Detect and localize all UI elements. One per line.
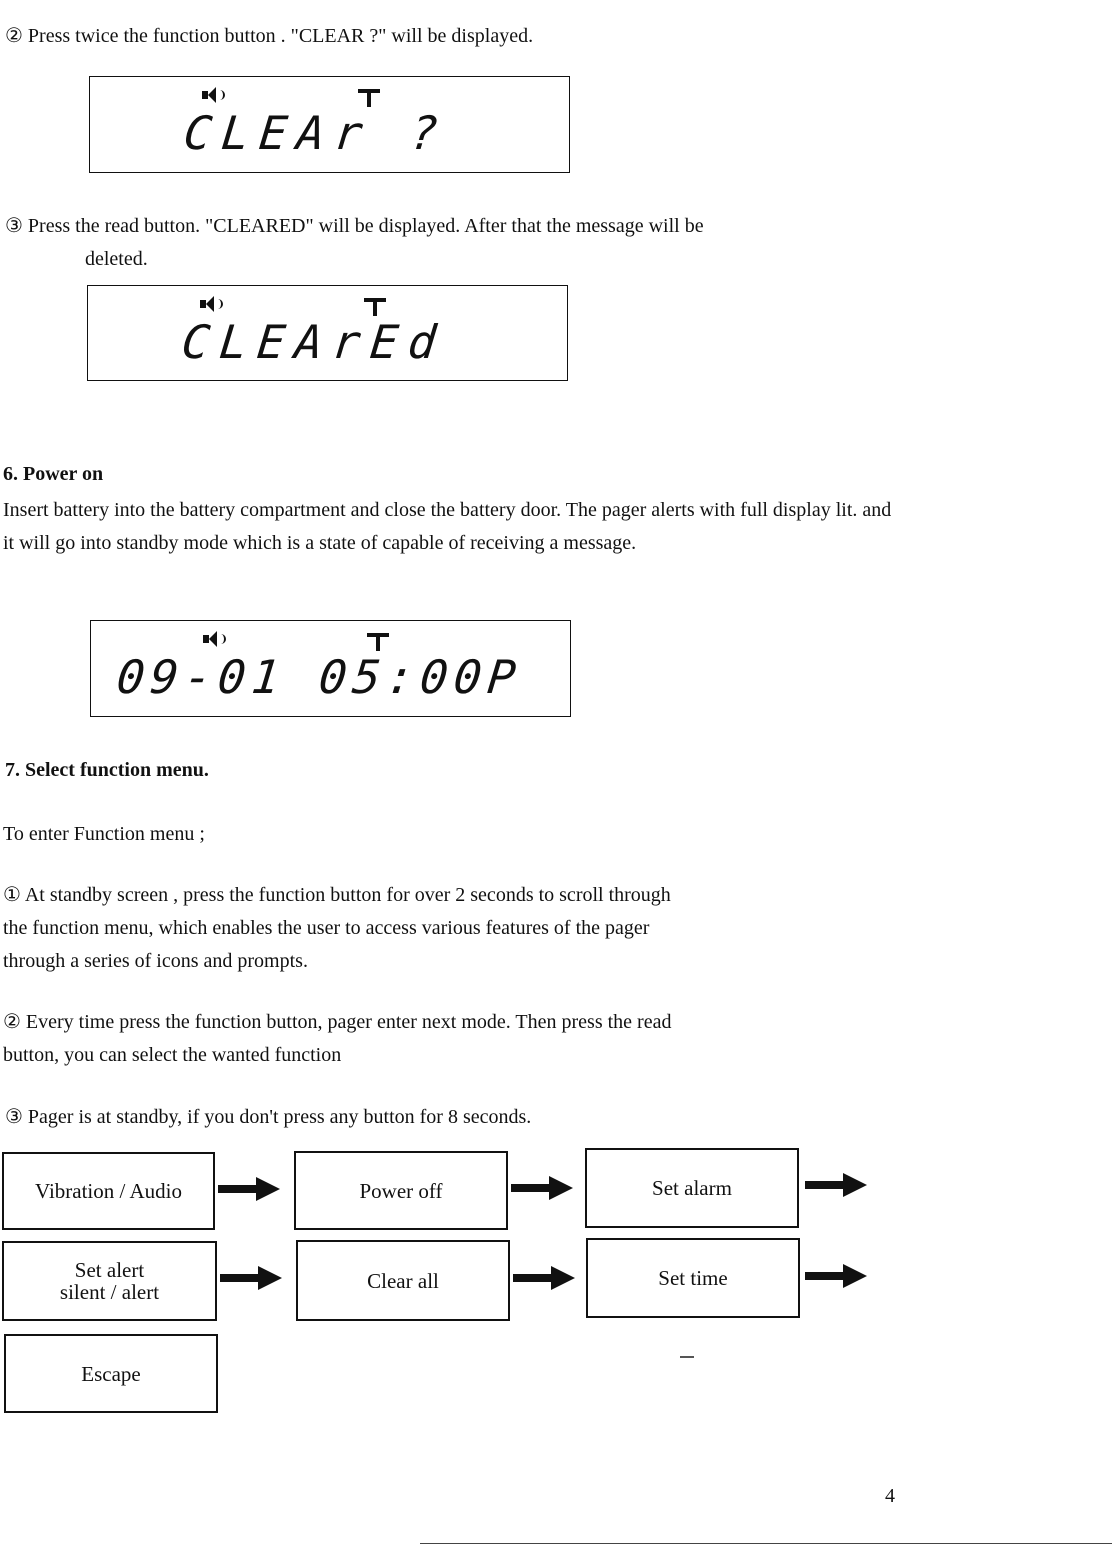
clear-step-3-line1: ③ Press the read button. "CLEARED" will be displayed. After that the message will be <box>5 215 704 237</box>
heading-prefix: 7. Select <box>5 759 80 781</box>
lcd-text: CLEArEd <box>179 315 449 369</box>
lcd-text: CLEAr ? <box>181 106 451 160</box>
page-number: 4 <box>885 1485 895 1507</box>
menu-box-set-alarm: Set alarm <box>585 1148 799 1228</box>
arrow-right-icon <box>805 1264 867 1288</box>
speaker-icon <box>202 87 225 103</box>
function-step-1-line1: ① At standby screen , press the function button for over 2 seconds to scroll through <box>3 884 671 906</box>
section-heading-power-on: 6. Power on <box>3 463 104 485</box>
lcd-display-standby <box>90 620 571 717</box>
lcd-display-cleared <box>87 285 568 381</box>
menu-box-escape: Escape <box>4 1334 218 1413</box>
lcd-display-clear-query <box>89 76 570 173</box>
function-step-1-line3: through a series of icons and prompts. <box>3 950 308 972</box>
arrow-right-icon <box>513 1266 575 1290</box>
arrow-right-icon <box>805 1173 867 1197</box>
function-menu-intro: To enter Function menu ; <box>3 823 205 845</box>
set-alert-line2: silent / alert <box>59 1280 160 1304</box>
power-on-body: Insert battery into the battery compartment and close the battery door. The pager alerts with full display lit. and it will go into standby mode which is a state of capable of receiving a message. <box>3 499 892 554</box>
menu-box-vibration-audio: Vibration / Audio <box>2 1152 215 1230</box>
set-alert-line1: Set alert <box>74 1258 145 1282</box>
function-step-1-line2: the function menu, which enables the user to access various features of the pager <box>3 917 650 939</box>
function-step-2-line2: button, you can select the wanted function <box>3 1044 342 1066</box>
clear-step-3-line2: deleted. <box>85 248 148 270</box>
menu-box-set-time: Set time <box>586 1238 800 1318</box>
clear-step-2: ② Press twice the function button . "CLEAR ?" will be displayed. <box>5 25 534 47</box>
section-heading-function-menu <box>5 754 209 787</box>
footer-rule <box>420 1543 1112 1544</box>
arrow-right-icon <box>511 1176 573 1200</box>
arrow-right-icon <box>218 1177 280 1201</box>
speaker-icon <box>200 296 223 312</box>
function-step-3: ③ Pager is at standby, if you don't press any button for 8 seconds. <box>5 1106 532 1128</box>
heading-bold: function menu. <box>79 759 209 781</box>
lcd-text: 09-01 05:00P <box>114 650 525 704</box>
function-step-2-line1: ② Every time press the function button, pager enter next mode. Then press the read <box>3 1011 672 1033</box>
menu-box-power-off: Power off <box>294 1151 508 1230</box>
menu-box-clear-all: Clear all <box>296 1240 510 1321</box>
arrow-right-icon <box>220 1266 282 1290</box>
stray-mark <box>680 1356 694 1358</box>
menu-box-set-alert <box>2 1241 217 1321</box>
speaker-icon <box>203 631 226 647</box>
